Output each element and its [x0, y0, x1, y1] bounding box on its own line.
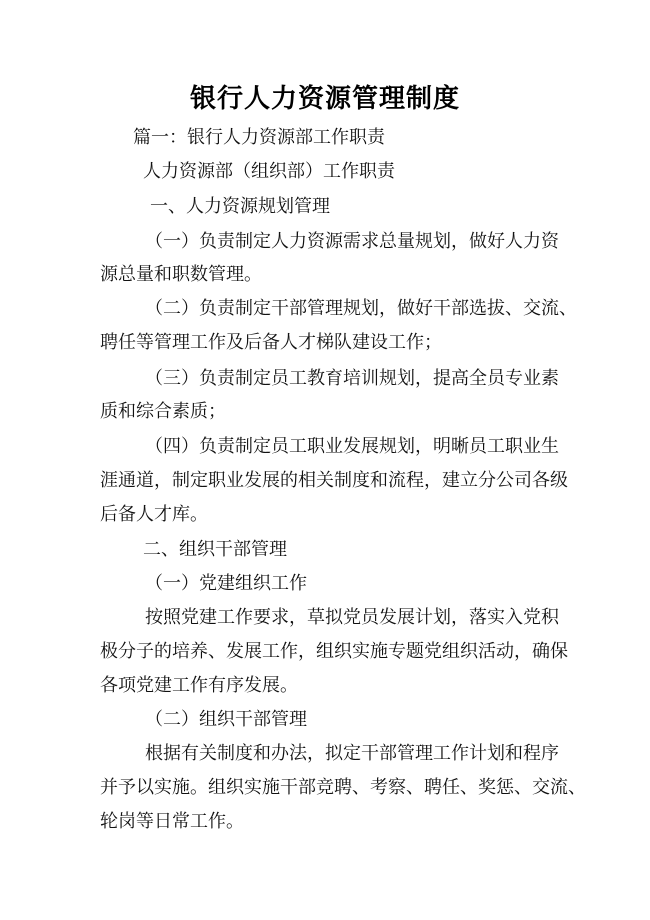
paragraph-line: 按照党建工作要求，草拟党员发展计划，落实入党积: [145, 607, 559, 628]
paragraph-line: 涯通道，制定职业发展的相关制度和流程，建立分公司各级: [100, 470, 568, 491]
paragraph-line: （二）负责制定干部管理规划，做好干部选拔、交流、: [145, 298, 577, 319]
paragraph-line: （三）负责制定员工教育培训规划，提高全员专业素: [145, 368, 559, 389]
paragraph-line: （四）负责制定员工职业发展规划，明晰员工职业生: [145, 436, 559, 457]
paragraph-line: 源总量和职数管理。: [100, 264, 262, 285]
section-heading: 篇一：银行人力资源部工作职责: [133, 127, 385, 148]
subsection-heading: 人力资源部（组织部）工作职责: [143, 161, 395, 182]
section-heading: 二、组织干部管理: [143, 539, 287, 560]
document-title: 银行人力资源管理制度: [189, 84, 460, 114]
paragraph-line: 聘任等管理工作及后备人才梯队建设工作；: [100, 332, 442, 353]
subsection-heading: （二）组织干部管理: [145, 709, 307, 730]
subsection-heading: （一）党建组织工作: [145, 573, 307, 594]
paragraph-line: 后备人才库。: [100, 504, 208, 525]
paragraph-line: 各项党建工作有序发展。: [100, 675, 298, 696]
paragraph-line: 轮岗等日常工作。: [100, 811, 244, 832]
paragraph-line: 质和综合素质；: [100, 401, 226, 422]
paragraph-line: （一）负责制定人力资源需求总量规划，做好人力资: [145, 231, 559, 252]
section-heading: 一、人力资源规划管理: [150, 196, 330, 217]
paragraph-line: 并予以实施。组织实施干部竞聘、考察、聘任、奖惩、交流、: [100, 777, 586, 798]
paragraph-line: 根据有关制度和办法，拟定干部管理工作计划和程序: [145, 743, 559, 764]
paragraph-line: 极分子的培养、发展工作，组织实施专题党组织活动，确保: [100, 641, 568, 662]
